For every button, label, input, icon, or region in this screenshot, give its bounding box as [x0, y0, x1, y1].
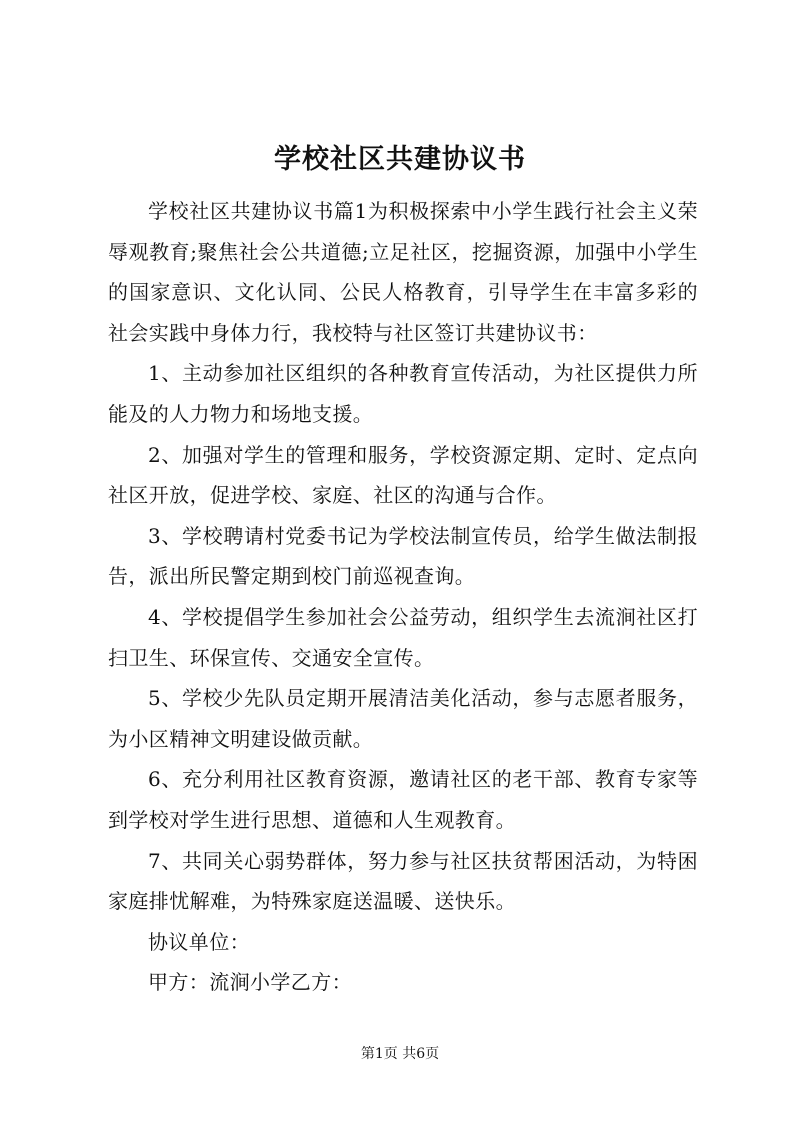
paragraph-item-6: 6、充分利用社区教育资源，邀请社区的老干部、教育专家等到学校对学生进行思想、道德和人生观教育。: [108, 767, 698, 832]
paragraph-item-3: 3、学校聘请村党委书记为学校法制宣传员，给学生做法制报告，派出所民警定期到校门前巡视查询。: [108, 523, 698, 589]
paragraph-intro: 学校社区共建协议书篇1为积极探索中小学生践行社会主义荣辱观教育;聚焦社会公共道德;立足社区，挖掘资源，加强中小学生的国家意识、文化认同、公民人格教育，引导学生在丰富多彩的社会实践中身体力行，我校特与社区签订共建协议书：: [108, 199, 698, 345]
paragraph-item-2: 2、加强对学生的管理和服务，学校资源定期、定时、定点向社区开放，促进学校、家庭、社区的沟通与合作。: [108, 442, 698, 508]
paragraph-item-7: 7、共同关心弱势群体，努力参与社区扶贫帮困活动，为特困家庭排忧解难，为特殊家庭送温暖、送快乐。: [108, 848, 698, 914]
paragraph-parties: 甲方：流涧小学乙方：: [148, 970, 352, 995]
paragraph-item-5: 5、学校少先队员定期开展清洁美化活动，参与志愿者服务，为小区精神文明建设做贡献。: [108, 686, 698, 751]
document-body: [108, 191, 698, 1003]
paragraph-item-1: 1、主动参加社区组织的各种教育宣传活动，为社区提供力所能及的人力物力和场地支援。: [108, 361, 698, 426]
document-title: 学校社区共建协议书: [274, 144, 526, 175]
page-footer: 第1页 共6页: [360, 1046, 440, 1062]
paragraph-parties-label: 协议单位：: [148, 929, 250, 954]
paragraph-item-4: 4、学校提倡学生参加社会公益劳动，组织学生去流涧社区打扫卫生、环保宣传、交通安全宣传。: [108, 604, 698, 670]
